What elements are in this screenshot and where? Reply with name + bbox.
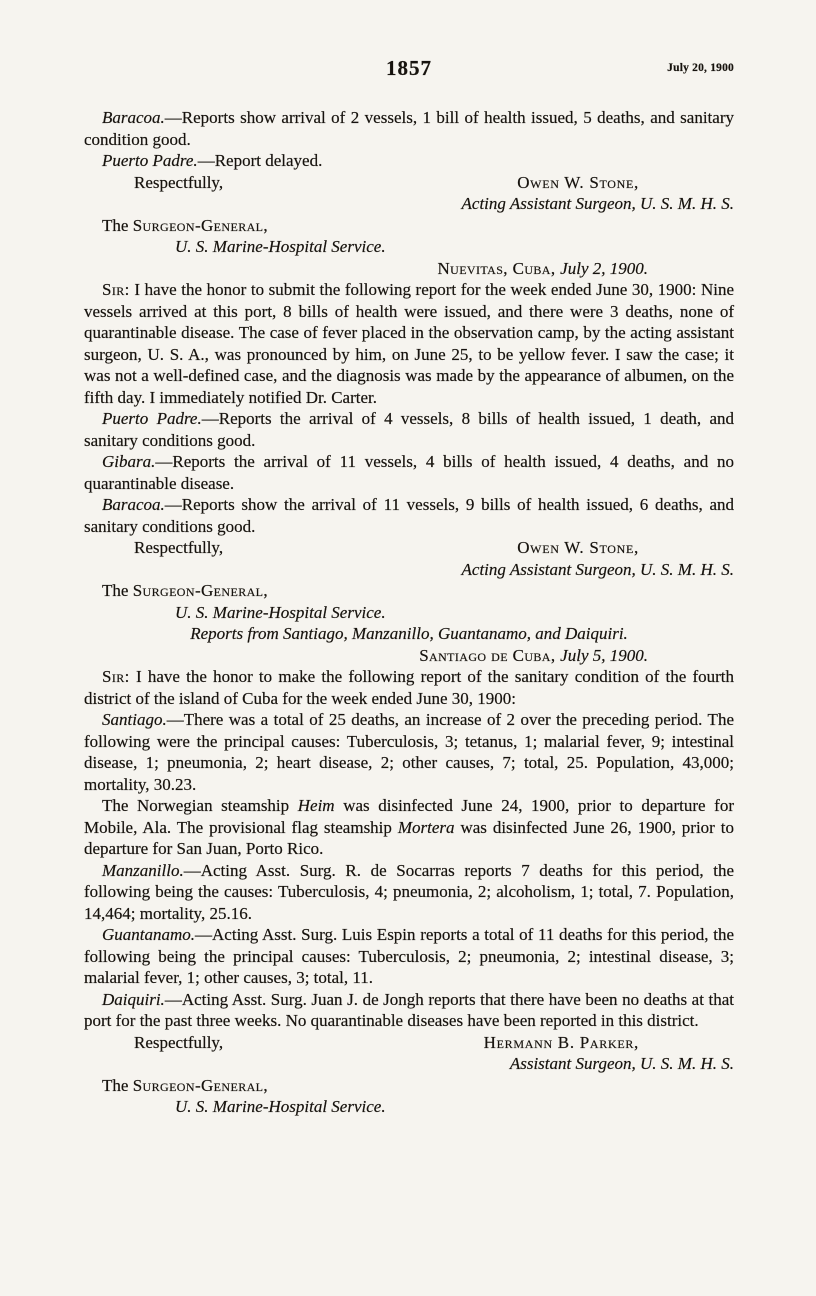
text-segment: —Reports show the arrival of 11 vessels, 9 bills of health issued, 6 deaths, and sanitary conditions good.: [84, 495, 734, 536]
text-segment: Puerto Padre.: [102, 151, 198, 170]
text-segment: July 2, 1900.: [560, 258, 648, 278]
text-segment: was disinfected June 26, 1900, prior to departure for San Juan, Porto Rico.: [84, 817, 734, 858]
text-segment: Mortera: [397, 817, 455, 837]
addressee-name: [84, 215, 734, 237]
addressee-block: [84, 1075, 734, 1118]
section-heading: [84, 623, 734, 645]
text-segment: Sir:: [102, 280, 130, 299]
text-segment: Heim: [297, 796, 335, 815]
signatory-name: Hermann B. Parker,: [483, 1032, 639, 1052]
dateline: [84, 258, 734, 280]
text-segment: —Acting Asst. Surg. Juan J. de Jongh reports that there have been no deaths at that port for the past three weeks. No quarantinable diseases have been reported in this district.: [84, 989, 734, 1030]
text-segment: Nuevitas, Cuba,: [437, 258, 561, 278]
signature-salutation: Respectfully,: [134, 172, 224, 192]
text-segment: —Reports show arrival of 2 vessels, 1 bill of health issued, 5 deaths, and sanitary condition good.: [84, 108, 734, 149]
paragraph: [84, 494, 734, 537]
signature-role: [84, 1053, 734, 1075]
page-number: 1857: [386, 56, 432, 80]
text-segment: Santiago de Cuba,: [419, 645, 561, 665]
text-segment: —Report delayed.: [197, 151, 323, 170]
signature-salutation: Respectfully,: [134, 1032, 224, 1052]
signature-line: [84, 1032, 734, 1054]
signature-role: [84, 193, 734, 215]
text-segment: Surgeon-General,: [132, 581, 269, 600]
paragraph: [84, 451, 734, 494]
text-segment: Acting Assistant Surgeon, U. S. M. H. S.: [461, 559, 734, 579]
paragraph: [84, 709, 734, 795]
text-segment: Acting Assistant Surgeon, U. S. M. H. S.: [461, 194, 734, 213]
text-segment: Baracoa.: [102, 108, 165, 127]
paragraph: [84, 408, 734, 451]
signature-salutation: Respectfully,: [134, 538, 224, 557]
text-segment: —Acting Asst. Surg. R. de Socarras reports 7 deaths for this period, the following being the causes: Tuberculosis, 4; pneumonia, 2; alcoholism, 1; total, 7. Population, 14,464; mortality, 25.16.: [84, 860, 734, 923]
paragraph: [84, 989, 734, 1032]
signatory-name: Owen W. Stone,: [517, 538, 639, 557]
addressee-org: U. S. Marine-Hospital Service.: [175, 1097, 386, 1116]
page-header: [84, 56, 734, 81]
text-segment: The: [102, 581, 133, 600]
text-segment: The: [102, 215, 133, 235]
paragraph: [84, 279, 734, 408]
text-segment: Puerto Padre.: [102, 409, 202, 428]
text-segment: —Reports the arrival of 4 vessels, 8 bills of health issued, 1 death, and sanitary conditions good.: [84, 409, 734, 450]
addressee-block: [84, 580, 734, 623]
paragraph: [84, 107, 734, 150]
text-segment: I have the honor to make the following report of the sanitary condition of the fourth district of the island of Cuba for the week ended June 30, 1900:: [84, 667, 734, 708]
addressee-org: U. S. Marine-Hospital Service.: [175, 602, 386, 622]
text-segment: —Acting Asst. Surg. Luis Espin reports a total of 11 deaths for this period, the following being the principal causes: Tuberculosis, 2; pneumonia, 2; intestinal disease, 3; malarial fever, 1; other causes, 3; total, 11.: [84, 925, 734, 987]
text-segment: Assistant Surgeon, U. S. M. H. S.: [509, 1054, 734, 1073]
text-segment: Reports from Santiago, Manzanillo, Guantanamo, and Daiquiri.: [190, 624, 628, 643]
paragraph: [84, 666, 734, 709]
text-segment: I have the honor to submit the following report for the week ended June 30, 1900: Nine vessels arrived at this port, 8 bills of health were issued, and there were 3 deaths, none of quarantinable disease. The case of fever placed in the observation camp, by the acting assistant surgeon, U. S. A., was pronounced by him, on June 25, to be yellow fever. I saw the case; it was not a well-defined case, and the diagnosis was made by the appearance of albumen, on the fifth day. I immediately notified Dr. Carter.: [84, 280, 734, 407]
addressee-org: U. S. Marine-Hospital Service.: [175, 237, 386, 256]
text-segment: Surgeon-General,: [132, 1075, 269, 1095]
text-segment: Sir:: [102, 667, 130, 686]
addressee-name: [84, 580, 734, 602]
text-segment: was disinfected June 24, 1900, prior to departure for Mobile, Ala. The provisional flag steamship: [84, 796, 734, 837]
signature-line: [84, 537, 734, 559]
signature-line: [84, 172, 734, 194]
paragraph: [84, 860, 734, 925]
text-segment: Guantanamo.: [102, 925, 196, 944]
issue-date: July 20, 1900: [667, 62, 734, 74]
text-segment: The: [102, 1075, 133, 1095]
text-segment: —Reports the arrival of 11 vessels, 4 bills of health issued, 4 deaths, and no quarantinable disease.: [84, 452, 734, 493]
signature-role: [84, 559, 734, 581]
text-segment: Manzanillo.: [102, 860, 184, 880]
text-segment: July 5, 1900.: [560, 645, 648, 665]
text-segment: Daiquiri.: [102, 989, 165, 1009]
dateline: [84, 645, 734, 667]
addressee-block: [84, 215, 734, 258]
text-segment: Santiago.: [102, 710, 167, 729]
signatory-name: Owen W. Stone,: [517, 172, 639, 192]
text-segment: —There was a total of 25 deaths, an increase of 2 over the preceding period. The following were the principal causes: Tuberculosis, 3; tetanus, 1; malarial fever, 9; intestinal disease, 1; pneumonia, 2; heart disease, 2; other causes, 7; total, 25. Population, 43,000; mortality, 30.23.: [84, 710, 734, 794]
paragraph: [84, 150, 734, 172]
text-segment: The Norwegian steamship: [102, 796, 298, 815]
addressee-name: [84, 1075, 734, 1097]
paragraph: [84, 795, 734, 860]
text-segment: Baracoa.: [102, 495, 165, 514]
text-segment: Surgeon-General,: [132, 215, 269, 235]
paragraph: [84, 924, 734, 989]
text-segment: Gibara.: [102, 452, 156, 471]
document-body: [84, 107, 734, 1118]
